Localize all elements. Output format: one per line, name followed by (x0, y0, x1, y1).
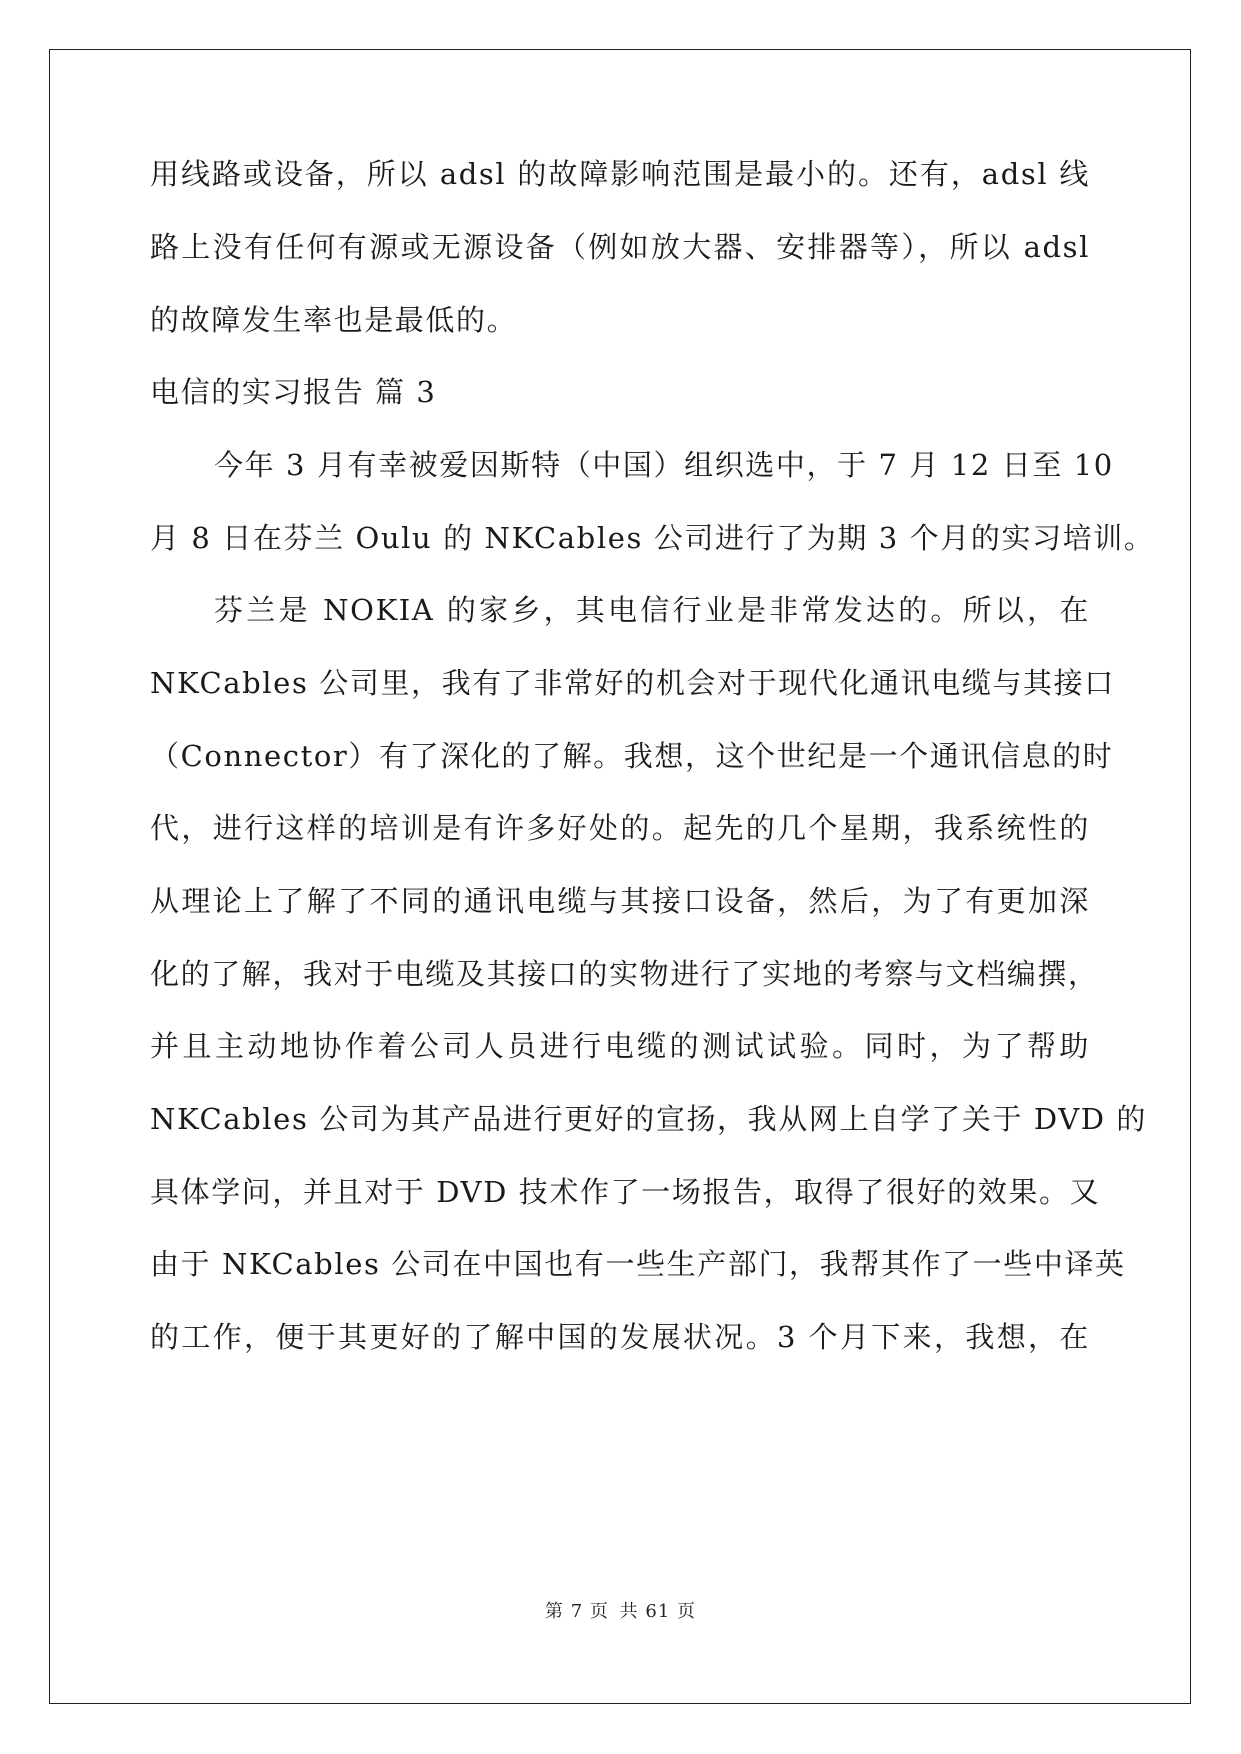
body-line: 由于 NKCables 公司在中国也有一些生产部门，我帮其作了一些中译英 (150, 1247, 1126, 1281)
page-number: 第 7 页 (545, 1601, 609, 1622)
body-line: 具体学问，并且对于 DVD 技术作了一场报告，取得了很好的效果。又 (150, 1175, 1101, 1209)
body-line: 的工作，便于其更好的了解中国的发展状况。3 个月下来，我想，在 (150, 1320, 1090, 1354)
section-heading: 电信的实习报告 篇 3 (150, 375, 437, 409)
body-line: 从理论上了解了不同的通讯电缆与其接口设备，然后，为了有更加深 (150, 884, 1090, 918)
body-line: 的故障发生率也是最低的。 (150, 303, 518, 337)
body-line: 月 8 日在芬兰 Oulu 的 NKCables 公司进行了为期 3 个月的实习培训。 (150, 521, 1155, 555)
body-line: 用线路或设备，所以 adsl 的故障影响范围是最小的。还有，adsl 线 (150, 157, 1090, 191)
body-line: 化的了解，我对于电缆及其接口的实物进行了实地的考察与文档编撰， (150, 957, 1099, 991)
page-total: 共 61 页 (619, 1601, 696, 1622)
body-line: NKCables 公司为其产品进行更好的宣扬，我从网上自学了关于 DVD 的 (150, 1102, 1148, 1136)
page-frame (49, 49, 1191, 1704)
body-line: 芬兰是 NOKIA 的家乡，其电信行业是非常发达的。所以，在 (214, 593, 1090, 627)
body-line: 路上没有任何有源或无源设备（例如放大器、安排器等），所以 adsl (150, 230, 1090, 264)
body-line: （Connector）有了深化的了解。我想，这个世纪是一个通讯信息的时 (150, 739, 1114, 773)
body-line: 并且主动地协作着公司人员进行电缆的测试试验。同时，为了帮助 (150, 1029, 1090, 1063)
body-line: NKCables 公司里，我有了非常好的机会对于现代化通讯电缆与其接口 (150, 666, 1115, 700)
body-line: 代，进行这样的培训是有许多好处的。起先的几个星期，我系统性的 (150, 811, 1090, 845)
body-line: 今年 3 月有幸被爱因斯特（中国）组织选中，于 7 月 12 日至 10 (214, 448, 1114, 482)
page-footer (0, 1597, 1241, 1623)
